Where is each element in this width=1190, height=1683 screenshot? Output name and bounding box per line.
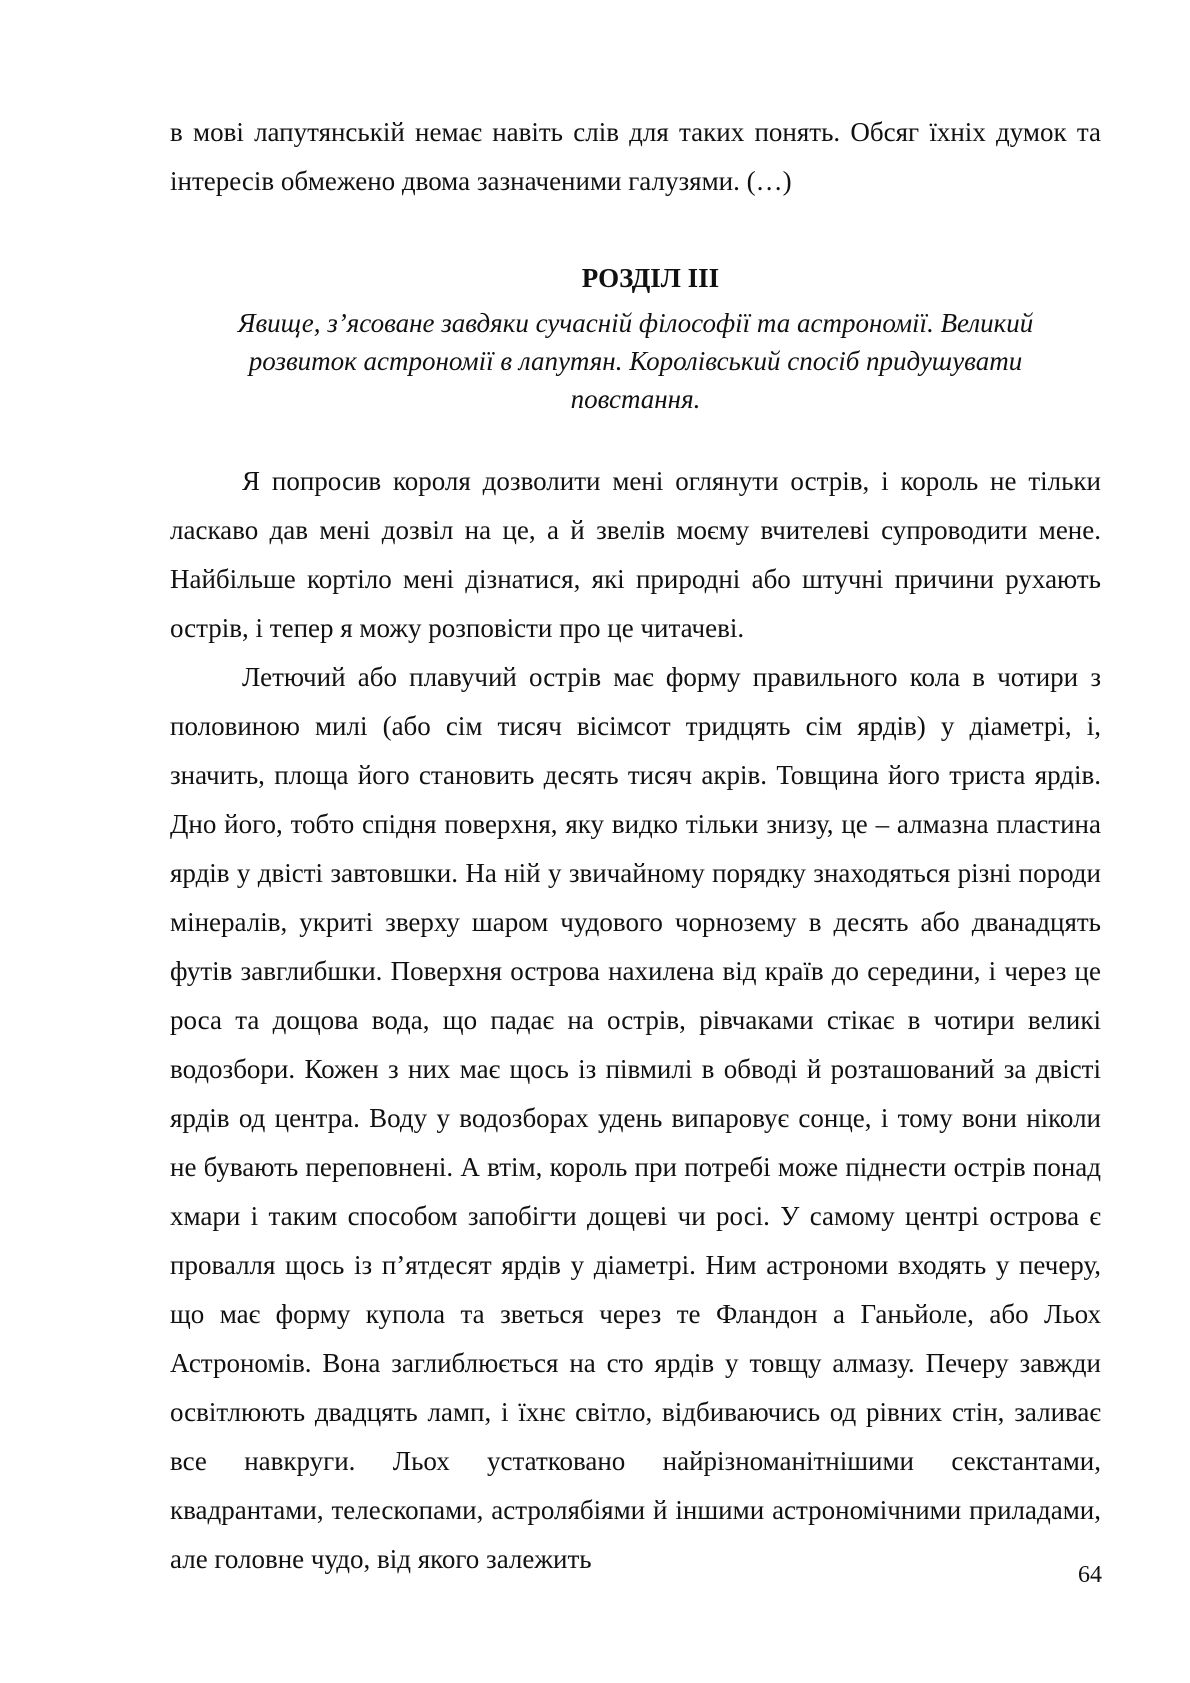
chapter-subtitle: Явище, з’ясоване завдяки сучасній філософії та астрономії. Великий розвиток астрономії в лапутян. Королівський спосіб придушувати повстання. [237,308,1034,414]
chapter-body [170,457,1101,1584]
chapter-title: РОЗДІЛ ІІІ [581,263,720,293]
body-paragraph-2: Летючий або плавучий острів має форму правильного кола в чотири з половиною милі (або сім тисяч вісімсот тридцять сім ярдів) у діаметрі, і, значить, площа його становить десять тисяч акрів. Товщина його триста ярдів. Дно його, тобто спідня поверхня, яку видко тільки знизу, це – алмазна пластина ярдів у двісті завтовшки. На ній у звичайному порядку знаходяться різні породи мінералів, укриті зверху шаром чудового чорнозему в десять або дванадцять футів завглибшки. Поверхня острова нахилена від країв до середини, і через це роса та дощова вода, що падає на острів, рівчаками стікає в чотири великі водозбори. Кожен з них має щось із півмилі в обводі й розташований за двісті ярдів од центра. Воду у водозборах удень випаровує сонце, і тому вони ніколи не бувають переповнені. А втім, король при потребі може піднести острів понад хмари і таким способом запобігти дощеві чи росі. У самому центрі острова є провалля щось із п’ятдесят ярдів у діаметрі. Ним астрономи входять у печеру, що має форму купола та зветься через те Фландон а Ганьйоле, або Льох Астрономів. Вона заглиблюється на сто ярдів у товщу алмазу. Печеру завжди освітлюють двадцять ламп, і їхнє світло, відбиваючись од рівних стін, заливає все навкруги. Льох устатковано найрізноманітнішими секстантами, квадрантами, телескопами, астролябіями й іншими астрономічними приладами, але головне чудо, від якого залежить [170,662,1101,1574]
intro-block [170,108,1101,206]
intro-paragraph: в мові лапутянській немає навіть слів для таких понять. Обсяг їхніх думок та інтересів обмежено двома зазначеними галузями. (…) [170,117,1101,196]
page-number: 64 [1078,1562,1102,1588]
body-paragraph-1: Я попросив короля дозволити мені оглянути острів, і король не тільки ласкаво дав мені дозвіл на це, а й звелів моєму вчителеві супроводити мене. Найбільше кортіло мені дізнатися, які природні або штучні причини рухають острів, і тепер я можу розповісти про це читачеві. [170,466,1101,643]
